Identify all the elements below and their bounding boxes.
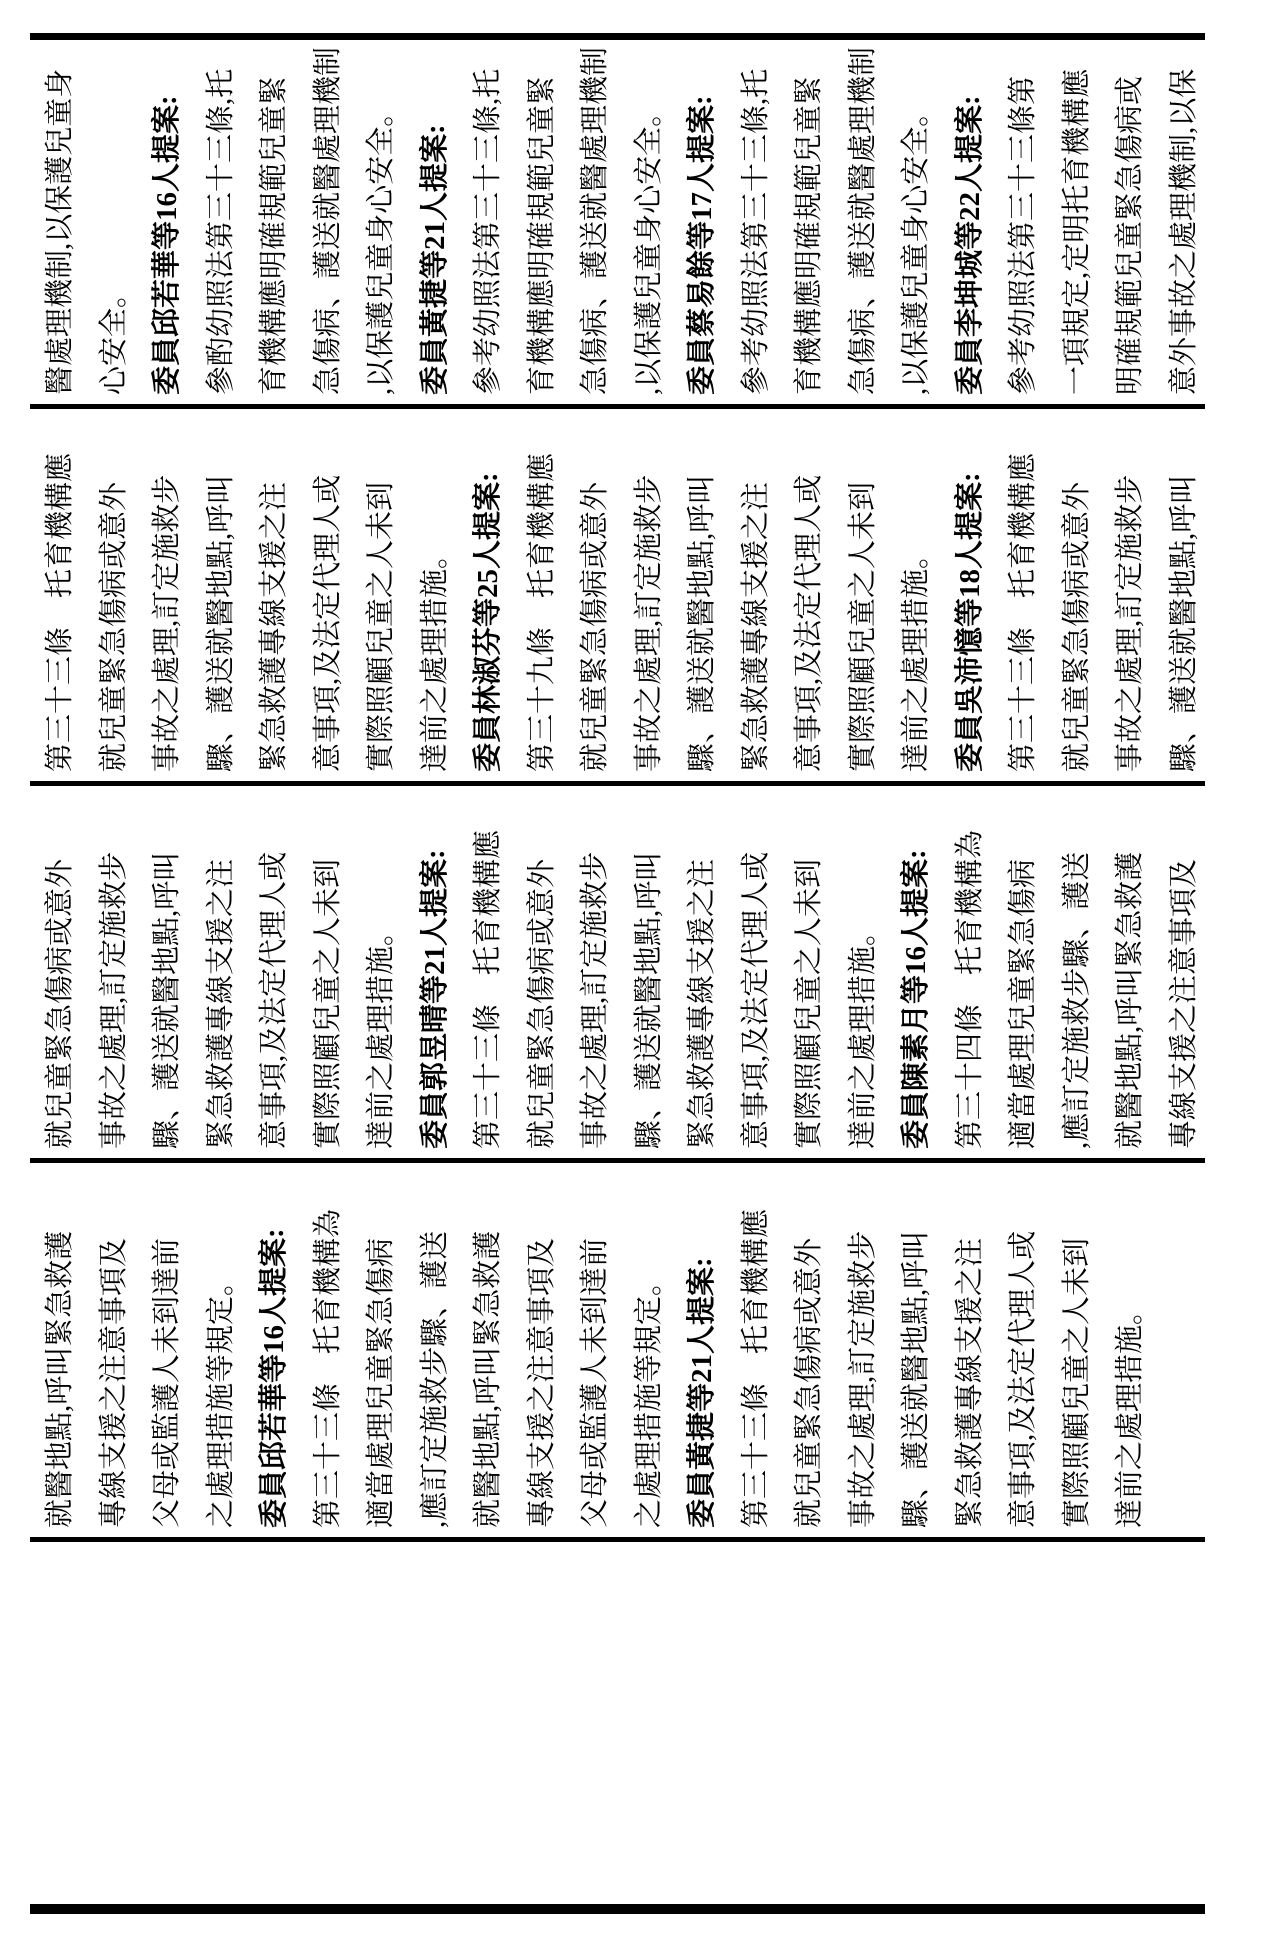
- body-text-column: 達前之處理措施。: [1114, 1295, 1146, 1528]
- body-text-column: 驟、護送就醫地點,呼叫: [632, 851, 665, 1149]
- table-cell-band-4: [4, 1165, 1266, 1535]
- proposer-heading-column: 委員黃捷等21人提案:: [418, 124, 451, 395]
- body-text-column: 適當處理兒童緊急傷病: [1007, 858, 1039, 1149]
- body-text-column: 之處理措施等規定。: [632, 1266, 665, 1528]
- body-text-column: 事故之處理,訂定施救步: [97, 851, 130, 1149]
- body-text-column: 事故之處理,訂定施救步: [632, 474, 665, 772]
- rotated-text-block-3: [4, 788, 1266, 1156]
- body-text-column: 實際照顧兒童之人未到: [846, 481, 879, 772]
- body-text-column: 事故之處理,訂定施救步: [151, 474, 183, 772]
- rotated-text-block-4: [4, 1165, 1266, 1535]
- body-text-column: 第三十三條 托育機構應: [472, 829, 504, 1149]
- body-text-column: 一項規定,定明托育機構應: [1060, 68, 1093, 395]
- body-text-column: 參考幼照法第三十三條,托: [739, 68, 772, 395]
- proposer-heading-column: 委員邱若華等16人提案:: [151, 95, 183, 395]
- body-text-column: 達前之處理措施。: [418, 539, 451, 772]
- proposer-heading-column: 委員吳沛憶等18人提案:: [953, 472, 986, 772]
- table-cell-band-3: [4, 788, 1266, 1156]
- proposer-heading-column: 委員蔡易餘等17人提案:: [686, 95, 718, 395]
- body-text-column: 事故之處理,訂定施救步: [579, 851, 611, 1149]
- body-text-column: 緊急救護專線支援之注: [204, 858, 237, 1149]
- body-text-column: 緊急救護專線支援之注: [739, 481, 772, 772]
- body-text-column: 參考幼照法第三十三條第: [1007, 75, 1039, 395]
- body-text-column: 父母或監護人未到達前: [579, 1237, 611, 1528]
- body-text-column: 達前之處理措施。: [365, 916, 397, 1149]
- body-text-column: 實際照顧兒童之人未到: [1060, 1237, 1093, 1528]
- body-text-column: 事故之處理,訂定施救步: [1114, 474, 1146, 772]
- body-text-column: 第三十三條 托育機構應: [1007, 452, 1039, 772]
- body-text-column: 意外事故之處理機制,以保: [1167, 68, 1200, 395]
- table-divider-rule-2: [30, 781, 1205, 786]
- body-text-column: 育機構應明確規範兒童緊: [525, 75, 558, 395]
- body-text-column: 心安全。: [97, 278, 130, 395]
- body-text-column: ,以保護兒童身心安全。: [632, 97, 665, 395]
- body-text-column: 事故之處理,訂定施救步: [846, 1230, 879, 1528]
- body-text-column: ,應訂定施救步驟、護送: [418, 1230, 451, 1528]
- body-text-column: 參考幼照法第三十三條,托: [472, 68, 504, 395]
- body-text-column: 專線支援之注意事項及: [1167, 858, 1200, 1149]
- table-divider-rule-3: [30, 1158, 1205, 1163]
- body-text-column: 明確規範兒童緊急傷病或: [1114, 75, 1146, 395]
- table-cell-band-1: [4, 40, 1266, 402]
- body-text-column: 驟、護送就醫地點,呼叫: [1167, 474, 1200, 772]
- body-text-column: 就兒童緊急傷病或意外: [44, 858, 76, 1149]
- body-text-column: 驟、護送就醫地點,呼叫: [151, 851, 183, 1149]
- proposer-heading-column: 委員邱若華等16人提案:: [258, 1228, 290, 1528]
- body-text-column: 達前之處理措施。: [900, 539, 932, 772]
- body-text-column: 適當處理兒童緊急傷病: [365, 1237, 397, 1528]
- body-text-column: 意事項,及法定代理人或: [258, 851, 290, 1149]
- body-text-column: 第三十三條 托育機構應: [739, 1208, 772, 1528]
- body-text-column: 就兒童緊急傷病或意外: [579, 481, 611, 772]
- proposer-heading-column: 委員郭昱晴等21人提案:: [418, 849, 451, 1149]
- empty-table-cell: [0, 1542, 1266, 1904]
- body-text-column: 就兒童緊急傷病或意外: [793, 1237, 825, 1528]
- body-text-column: 就醫地點,呼叫緊急救護: [472, 1230, 504, 1528]
- body-text-column: 意事項,及法定代理人或: [793, 474, 825, 772]
- body-text-column: 急傷病、護送就醫處理機制: [579, 46, 611, 395]
- body-text-column: ,以保護兒童身心安全。: [900, 97, 932, 395]
- body-text-column: 父母或監護人未到達前: [151, 1237, 183, 1528]
- body-text-column: 實際照顧兒童之人未到: [793, 858, 825, 1149]
- body-text-column: 第三十三條 托育機構應: [44, 452, 76, 772]
- body-text-column: 緊急救護專線支援之注: [686, 858, 718, 1149]
- body-text-column: 就兒童緊急傷病或意外: [97, 481, 130, 772]
- body-text-column: 專線支援之注意事項及: [525, 1237, 558, 1528]
- table-border-top-rule: [30, 33, 1205, 40]
- proposer-heading-column: 委員林淑芬等25人提案:: [472, 472, 504, 772]
- body-text-column: 實際照顧兒童之人未到: [311, 858, 344, 1149]
- body-text-column: ,以保護兒童身心安全。: [365, 97, 397, 395]
- body-text-column: 就兒童緊急傷病或意外: [1060, 481, 1093, 772]
- body-text-column: 驟、護送就醫地點,呼叫: [686, 474, 718, 772]
- body-text-column: 急傷病、護送就醫處理機制: [311, 46, 344, 395]
- body-text-column: 育機構應明確規範兒童緊: [793, 75, 825, 395]
- rotated-text-block-2: [4, 411, 1266, 779]
- body-text-column: 意事項,及法定代理人或: [1007, 1230, 1039, 1528]
- body-text-column: 實際照顧兒童之人未到: [365, 481, 397, 772]
- body-text-column: 專線支援之注意事項及: [97, 1237, 130, 1528]
- body-text-column: ,應訂定施救步驟、護送: [1060, 851, 1093, 1149]
- body-text-column: 第三十四條 托育機構為: [953, 829, 986, 1149]
- proposer-heading-column: 委員黃捷等21人提案:: [686, 1257, 718, 1528]
- rotated-text-block-1: [4, 40, 1266, 402]
- body-text-column: 意事項,及法定代理人或: [739, 851, 772, 1149]
- body-text-column: 達前之處理措施。: [846, 916, 879, 1149]
- body-text-column: 驟、護送就醫地點,呼叫: [204, 474, 237, 772]
- body-text-column: 醫處理機制,以保護兒童身: [44, 68, 76, 395]
- body-text-column: 緊急救護專線支援之注: [258, 481, 290, 772]
- body-text-column: 緊急救護專線支援之注: [953, 1237, 986, 1528]
- body-text-column: 就醫地點,呼叫緊急救護: [1114, 851, 1146, 1149]
- body-text-column: 就醫地點,呼叫緊急救護: [44, 1230, 76, 1528]
- body-text-column: 就兒童緊急傷病或意外: [525, 858, 558, 1149]
- body-text-column: 第三十九條 托育機構應: [525, 452, 558, 772]
- body-text-column: 意事項,及法定代理人或: [311, 474, 344, 772]
- body-text-column: 第三十三條 托育機構為: [311, 1208, 344, 1528]
- body-text-column: 育機構應明確規範兒童緊: [258, 75, 290, 395]
- body-text-column: 參酌幼照法第三十三條,托: [204, 68, 237, 395]
- table-cell-band-2: [4, 411, 1266, 779]
- table-border-bottom-rule: [30, 1904, 1205, 1914]
- proposer-heading-column: 委員李坤城等22人提案:: [953, 95, 986, 395]
- table-divider-rule-1: [30, 404, 1205, 409]
- body-text-column: 之處理措施等規定。: [204, 1266, 237, 1528]
- body-text-column: 驟、護送就醫地點,呼叫: [900, 1230, 932, 1528]
- proposer-heading-column: 委員陳素月等16人提案:: [900, 849, 932, 1149]
- body-text-column: 急傷病、護送就醫處理機制: [846, 46, 879, 395]
